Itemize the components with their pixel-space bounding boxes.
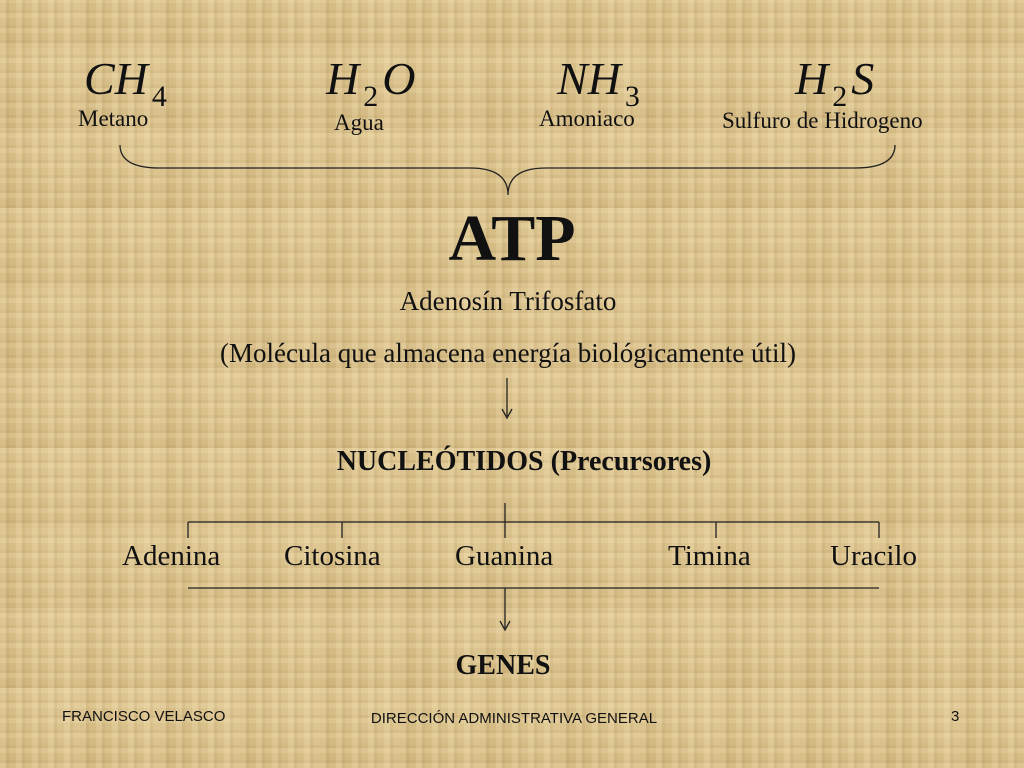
base-guanina: Guanina	[455, 540, 554, 572]
base-adenina: Adenina	[122, 540, 221, 572]
footer-author: FRANCISCO VELASCO	[62, 708, 226, 725]
nucleotides-heading: NUCLEÓTIDOS (Precursores)	[336, 446, 712, 477]
formula-water: H $_2$O	[326, 53, 416, 113]
base-citosina: Citosina	[284, 540, 381, 572]
formula-ammonia: NH $_3$	[557, 53, 640, 113]
molecule-name-ammonia: Amoniaco	[539, 106, 635, 131]
footer-page-number: 3	[951, 708, 960, 725]
base-timina: Timina	[668, 540, 751, 572]
footer-department: DIRECCIÓN ADMINISTRATIVA GENERAL	[370, 710, 658, 727]
formula-hydrogen-sulfide: H $_2$S	[795, 53, 875, 113]
grouping-brace	[120, 145, 895, 195]
formula-methane: CH $_4$	[84, 53, 167, 113]
atp-full-name: Adenosín Trifosfato	[399, 286, 617, 316]
molecule-name-water: Agua	[334, 110, 384, 135]
atp-description: (Molécula que almacena energía biológicamente útil)	[219, 338, 796, 368]
molecule-name-hydrogen-sulfide: Sulfuro de Hidrogeno	[722, 108, 923, 133]
atp-title: ATP	[448, 202, 576, 275]
molecule-name-methane: Metano	[78, 106, 149, 131]
genes-label: GENES	[455, 650, 551, 681]
base-uracilo: Uracilo	[830, 540, 917, 572]
